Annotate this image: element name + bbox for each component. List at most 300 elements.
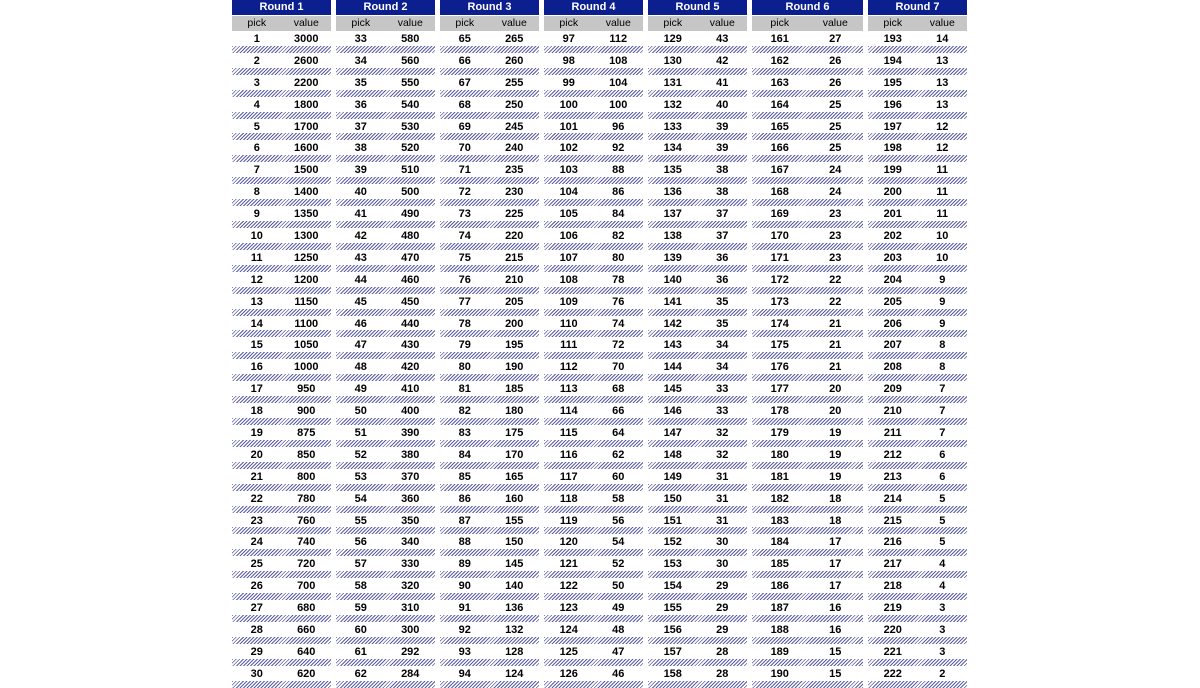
table-row [648, 250, 747, 272]
table-row [440, 381, 539, 403]
table-row [232, 381, 331, 403]
pick-value: 84 [612, 208, 625, 221]
pick-value: 260 [505, 54, 524, 67]
table-row [440, 162, 539, 184]
pick-number: 146 [663, 405, 682, 418]
table-row [336, 272, 435, 294]
pick-number: 218 [883, 580, 902, 593]
pick-value: 64 [612, 427, 625, 440]
pick-number: 59 [354, 602, 367, 615]
table-row [232, 31, 331, 53]
pick-value: 27 [829, 33, 842, 45]
pick-number: 65 [458, 33, 471, 45]
pick-number: 54 [354, 492, 367, 505]
pick-number: 92 [458, 624, 471, 637]
pick-number: 187 [770, 602, 789, 615]
column-headers [752, 16, 863, 31]
table-row [868, 644, 967, 666]
table-row [544, 425, 643, 447]
pick-value: 108 [609, 54, 628, 67]
pick-number: 28 [250, 624, 263, 637]
pick-value: 740 [297, 536, 316, 549]
table-row [232, 359, 331, 381]
pick-number: 58 [354, 580, 367, 593]
pick-value: 25 [829, 142, 842, 155]
table-row [648, 644, 747, 666]
table-row [648, 447, 747, 469]
table-row [232, 600, 331, 622]
pick-number: 23 [250, 514, 263, 527]
pick-value: 58 [612, 492, 625, 505]
pick-value: 470 [401, 251, 420, 264]
table-row [752, 206, 863, 228]
table-row [440, 75, 539, 97]
pick-number: 97 [562, 33, 575, 45]
table-row [440, 119, 539, 141]
pick-number: 205 [883, 295, 902, 308]
table-row [544, 513, 643, 535]
pick-value: 11 [936, 208, 949, 221]
pick-number: 21 [250, 470, 263, 483]
pick-value: 400 [401, 405, 420, 418]
pick-number: 27 [250, 602, 263, 615]
table-row [868, 140, 967, 162]
pick-number: 141 [663, 295, 682, 308]
pick-value: 128 [505, 645, 524, 658]
pick-value: 180 [505, 405, 524, 418]
table-row [440, 31, 539, 53]
pick-value: 640 [297, 645, 316, 658]
pick-number: 163 [770, 76, 789, 89]
pick-value: 3000 [294, 33, 319, 45]
pick-number: 212 [883, 448, 902, 461]
pick-value: 5 [939, 492, 946, 505]
pick-value: 92 [612, 142, 625, 155]
pick-number: 47 [354, 339, 367, 352]
round-column-6 [752, 0, 863, 688]
pick-number: 168 [770, 186, 789, 199]
pick-number: 91 [458, 602, 471, 615]
pick-value: 680 [297, 602, 316, 615]
pick-number: 106 [559, 230, 578, 243]
pick-value: 205 [505, 295, 524, 308]
pick-number: 90 [458, 580, 471, 593]
pick-value: 70 [612, 361, 625, 374]
pick-value: 24 [829, 186, 842, 199]
pick-number: 72 [458, 186, 471, 199]
pick-value: 292 [401, 645, 420, 658]
table-row [336, 513, 435, 535]
pick-value: 900 [297, 405, 316, 418]
table-row [336, 140, 435, 162]
pick-header: pick [770, 17, 790, 29]
pick-number: 166 [770, 142, 789, 155]
pick-value: 195 [505, 339, 524, 352]
pick-number: 45 [354, 295, 367, 308]
pick-number: 132 [663, 98, 682, 111]
pick-number: 103 [559, 164, 578, 177]
table-row [232, 425, 331, 447]
pick-value: 15 [829, 667, 842, 680]
pick-value: 29 [716, 602, 729, 615]
table-row [336, 491, 435, 513]
pick-value: 34 [716, 361, 729, 374]
table-row [544, 316, 643, 338]
pick-value: 1200 [294, 273, 319, 286]
table-row [440, 556, 539, 578]
pick-value: 13 [936, 76, 949, 89]
pick-number: 195 [883, 76, 902, 89]
table-row [544, 119, 643, 141]
round-column-1 [232, 0, 331, 688]
pick-number: 69 [458, 120, 471, 133]
pick-number: 20 [250, 448, 263, 461]
pick-number: 110 [559, 317, 578, 330]
pick-number: 175 [770, 339, 789, 352]
pick-number: 143 [663, 339, 682, 352]
table-row [336, 294, 435, 316]
pick-value: 1600 [294, 142, 319, 155]
pick-number: 40 [354, 186, 367, 199]
pick-value: 47 [612, 645, 625, 658]
pick-value: 72 [612, 339, 625, 352]
pick-value: 22 [829, 273, 842, 286]
table-row [440, 403, 539, 425]
table-row [868, 97, 967, 119]
value-header: value [293, 17, 319, 29]
pick-value: 530 [401, 120, 420, 133]
pick-number: 170 [770, 230, 789, 243]
pick-value: 37 [716, 208, 729, 221]
pick-number: 201 [883, 208, 902, 221]
pick-value: 132 [505, 624, 524, 637]
pick-number: 60 [354, 624, 367, 637]
table-row [752, 31, 863, 53]
pick-value: 1500 [294, 164, 319, 177]
table-row [648, 184, 747, 206]
pick-number: 114 [559, 405, 578, 418]
table-row [440, 600, 539, 622]
table-row [336, 622, 435, 644]
table-row [752, 119, 863, 141]
pick-value: 310 [401, 602, 420, 615]
pick-value: 66 [612, 405, 625, 418]
pick-value: 43 [716, 33, 729, 45]
pick-number: 184 [770, 536, 789, 549]
pick-value: 30 [716, 536, 729, 549]
table-row [752, 359, 863, 381]
pick-number: 80 [458, 361, 471, 374]
pick-value: 32 [716, 427, 729, 440]
table-row [232, 97, 331, 119]
pick-value: 660 [297, 624, 316, 637]
pick-value: 320 [401, 580, 420, 593]
pick-number: 111 [560, 339, 578, 352]
table-row [336, 316, 435, 338]
pick-value: 18 [829, 492, 842, 505]
pick-number: 38 [354, 142, 367, 155]
table-row [544, 294, 643, 316]
pick-value: 28 [716, 667, 729, 680]
pick-number: 197 [883, 120, 902, 133]
pick-value: 1400 [294, 186, 319, 199]
table-row [752, 53, 863, 75]
pick-number: 85 [458, 470, 471, 483]
pick-header: pick [455, 17, 475, 29]
value-header: value [709, 17, 735, 29]
pick-value: 25 [829, 98, 842, 111]
pick-number: 108 [559, 273, 578, 286]
table-row [336, 53, 435, 75]
table-row [648, 491, 747, 513]
pick-value: 2600 [294, 54, 319, 67]
table-row [868, 556, 967, 578]
pick-value: 460 [401, 273, 420, 286]
pick-number: 16 [250, 361, 263, 374]
table-row [752, 578, 863, 600]
pick-number: 48 [354, 361, 367, 374]
round-column-5 [648, 0, 747, 688]
pick-value: 22 [829, 295, 842, 308]
table-row [752, 425, 863, 447]
pick-value: 20 [829, 383, 842, 396]
pick-value: 23 [829, 251, 842, 264]
table-row [752, 294, 863, 316]
pick-value: 430 [401, 339, 420, 352]
pick-number: 4 [253, 98, 260, 111]
pick-number: 26 [250, 580, 263, 593]
pick-number: 5 [253, 120, 260, 133]
table-row [544, 75, 643, 97]
pick-value: 284 [401, 667, 420, 680]
pick-value: 33 [716, 405, 729, 418]
pick-value: 560 [401, 54, 420, 67]
column-headers [868, 16, 967, 31]
pick-value: 46 [612, 667, 625, 680]
pick-value: 23 [829, 208, 842, 221]
pick-number: 29 [250, 645, 263, 658]
pick-value: 330 [401, 558, 420, 571]
pick-value: 360 [401, 492, 420, 505]
pick-value: 4 [939, 580, 946, 593]
table-row [232, 491, 331, 513]
table-row [440, 666, 539, 688]
pick-value: 490 [401, 208, 420, 221]
pick-value: 1000 [294, 361, 319, 374]
table-row [544, 447, 643, 469]
value-header: value [929, 17, 955, 29]
pick-value: 52 [612, 558, 625, 571]
table-row [232, 644, 331, 666]
column-headers [232, 16, 331, 31]
pick-value: 800 [297, 470, 316, 483]
pick-value: 2 [939, 667, 946, 680]
pick-value: 20 [829, 405, 842, 418]
column-headers [440, 16, 539, 31]
pick-number: 152 [663, 536, 682, 549]
pick-value: 420 [401, 361, 420, 374]
pick-value: 14 [936, 33, 949, 45]
pick-number: 6 [253, 142, 260, 155]
table-row [336, 403, 435, 425]
pick-number: 216 [883, 536, 902, 549]
pick-number: 52 [354, 448, 367, 461]
pick-number: 194 [883, 54, 902, 67]
table-row [544, 250, 643, 272]
pick-value: 6 [939, 448, 946, 461]
table-row [868, 119, 967, 141]
pick-number: 179 [770, 427, 789, 440]
pick-number: 94 [458, 667, 471, 680]
pick-number: 25 [250, 558, 263, 571]
table-row [232, 447, 331, 469]
pick-value: 480 [401, 230, 420, 243]
pick-number: 74 [458, 230, 471, 243]
table-row [232, 294, 331, 316]
pick-number: 49 [354, 383, 367, 396]
pick-value: 29 [716, 580, 729, 593]
table-row [440, 250, 539, 272]
pick-value: 62 [612, 448, 625, 461]
pick-header: pick [351, 17, 371, 29]
pick-number: 24 [250, 536, 263, 549]
table-row [868, 622, 967, 644]
table-row [232, 272, 331, 294]
pick-number: 81 [458, 383, 471, 396]
pick-value: 1150 [294, 295, 319, 308]
table-row [232, 119, 331, 141]
table-row [648, 53, 747, 75]
pick-value: 4 [939, 558, 946, 571]
pick-number: 169 [770, 208, 789, 221]
pick-value: 42 [716, 54, 729, 67]
pick-value: 410 [401, 383, 420, 396]
pick-value: 235 [505, 164, 524, 177]
pick-number: 19 [250, 427, 263, 440]
table-row [752, 184, 863, 206]
table-row [648, 316, 747, 338]
table-row [648, 31, 747, 53]
pick-number: 99 [562, 76, 575, 89]
pick-number: 89 [458, 558, 471, 571]
pick-number: 199 [883, 164, 902, 177]
pick-value: 30 [716, 558, 729, 571]
table-row [752, 316, 863, 338]
pick-value: 1050 [294, 339, 319, 352]
table-row [752, 513, 863, 535]
pick-number: 208 [883, 361, 902, 374]
table-row [440, 272, 539, 294]
pick-value: 29 [716, 624, 729, 637]
column-headers [336, 16, 435, 31]
pick-value: 340 [401, 536, 420, 549]
pick-number: 1 [253, 33, 260, 45]
pick-value: 215 [505, 251, 524, 264]
table-row [648, 272, 747, 294]
table-row [440, 578, 539, 600]
pick-number: 98 [562, 54, 575, 67]
pick-value: 136 [505, 602, 524, 615]
table-row [336, 556, 435, 578]
table-row [336, 31, 435, 53]
pick-value: 17 [829, 558, 842, 571]
table-row [868, 294, 967, 316]
table-row [440, 644, 539, 666]
pick-value: 17 [829, 580, 842, 593]
table-row [232, 337, 331, 359]
table-row [648, 228, 747, 250]
table-row [752, 97, 863, 119]
pick-number: 33 [354, 33, 367, 45]
pick-number: 10 [250, 230, 263, 243]
pick-value: 21 [829, 361, 842, 374]
table-row [648, 75, 747, 97]
table-row [440, 337, 539, 359]
pick-value: 720 [297, 558, 316, 571]
table-row [336, 425, 435, 447]
pick-number: 178 [770, 405, 789, 418]
pick-value: 370 [401, 470, 420, 483]
pick-value: 3 [939, 602, 946, 615]
value-header: value [822, 17, 848, 29]
pick-number: 222 [883, 667, 902, 680]
table-row [868, 469, 967, 491]
pick-value: 26 [829, 54, 842, 67]
pick-number: 88 [458, 536, 471, 549]
table-row [648, 359, 747, 381]
pick-number: 37 [354, 120, 367, 133]
pick-value: 440 [401, 317, 420, 330]
round-column-4 [544, 0, 643, 688]
pick-number: 124 [559, 624, 578, 637]
pick-number: 101 [559, 120, 578, 133]
pick-value: 550 [401, 76, 420, 89]
pick-value: 220 [505, 230, 524, 243]
table-row [336, 644, 435, 666]
pick-number: 75 [458, 251, 471, 264]
pick-value: 200 [505, 317, 524, 330]
pick-number: 83 [458, 427, 471, 440]
table-row [868, 272, 967, 294]
pick-value: 185 [505, 383, 524, 396]
pick-value: 510 [401, 164, 420, 177]
pick-number: 174 [770, 317, 789, 330]
pick-value: 165 [505, 470, 524, 483]
pick-value: 190 [505, 361, 524, 374]
pick-value: 500 [401, 186, 420, 199]
pick-number: 198 [883, 142, 902, 155]
pick-number: 46 [354, 317, 367, 330]
pick-header: pick [559, 17, 579, 29]
table-row [232, 556, 331, 578]
table-row [440, 228, 539, 250]
table-row [544, 140, 643, 162]
pick-number: 213 [883, 470, 902, 483]
pick-value: 68 [612, 383, 625, 396]
pick-value: 170 [505, 448, 524, 461]
pick-value: 540 [401, 98, 420, 111]
pick-number: 39 [354, 164, 367, 177]
table-row [544, 272, 643, 294]
pick-number: 9 [253, 208, 260, 221]
pick-value: 38 [716, 186, 729, 199]
table-row [868, 381, 967, 403]
pick-number: 93 [458, 645, 471, 658]
pick-value: 5 [939, 514, 946, 527]
table-row [440, 513, 539, 535]
pick-value: 350 [401, 514, 420, 527]
table-row [544, 228, 643, 250]
